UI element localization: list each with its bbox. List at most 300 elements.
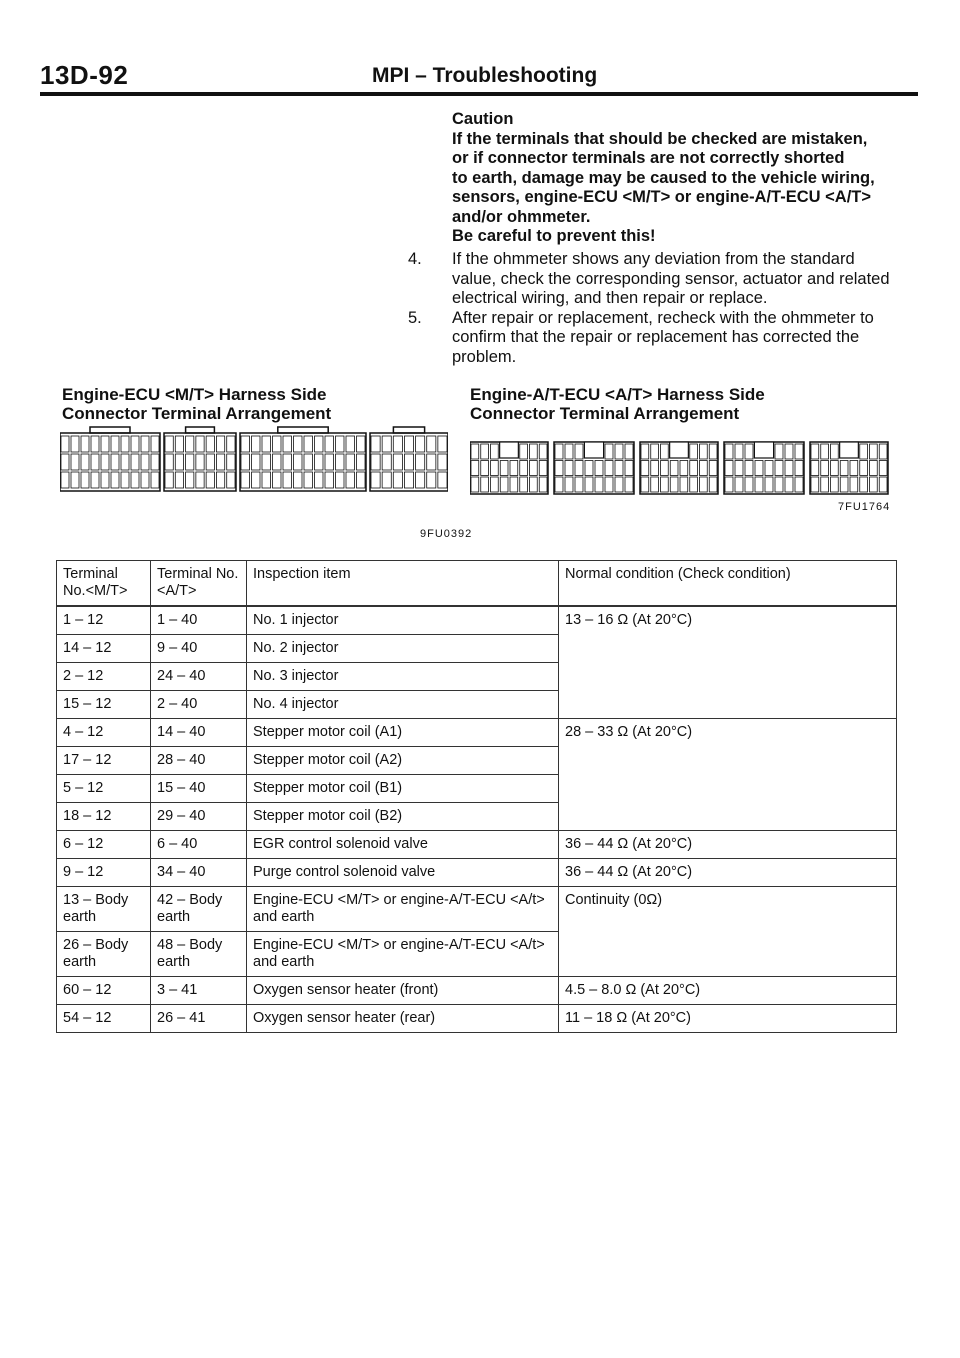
terminal-pin [404,436,413,452]
terminal-pin [500,477,508,492]
cell-inspection-item: Purge control solenoid valve [247,859,559,887]
terminal-pin [336,454,345,470]
terminal-pin [294,472,303,488]
terminal-pin [346,472,355,488]
terminal-pin [357,436,366,452]
terminal-pin [795,461,803,476]
terminal-pin [605,477,613,492]
terminal-pin [273,472,282,488]
terminal-pin [438,454,447,470]
terminal-pin [605,444,613,459]
terminal-pin [165,472,173,488]
terminal-pin [227,436,235,452]
header-inspection-item: Inspection item [247,561,559,607]
terminal-pin [625,444,633,459]
terminal-pin [735,477,743,492]
terminal-pin [121,436,129,452]
terminal-pin [481,461,489,476]
terminal-pin [615,461,623,476]
terminal-pin [860,444,868,459]
terminal-pin [262,436,271,452]
terminal-pin [670,461,678,476]
cell-terminal-at: 24 – 40 [151,663,247,691]
cell-terminal-mt: 6 – 12 [57,831,151,859]
terminal-pin [565,461,573,476]
terminal-pin [121,454,129,470]
at-connector-drawing [470,440,890,496]
cell-terminal-mt: 26 – Body earth [57,932,151,977]
terminal-pin [491,444,499,459]
terminal-pin [641,444,649,459]
terminal-pin [216,436,224,452]
cell-terminal-at: 9 – 40 [151,635,247,663]
table-header-row [57,561,897,607]
terminal-pin [795,477,803,492]
terminal-pin [81,454,89,470]
terminal-pin [595,461,603,476]
terminal-pin [765,461,773,476]
caution-box [452,110,902,247]
terminal-pin [765,477,773,492]
terminal-pin [555,444,563,459]
cell-terminal-mt: 60 – 12 [57,977,151,1005]
terminal-pin [625,461,633,476]
terminal-pin [346,454,355,470]
terminal-pin [661,477,669,492]
figure-code: 9FU0392 [420,528,473,540]
terminal-pin [151,436,159,452]
terminal-pin [61,472,69,488]
terminal-pin [165,436,173,452]
header-terminal-at: Terminal No. <A/T> [151,561,247,607]
terminal-pin [555,477,563,492]
terminal-pin [325,454,334,470]
terminal-pin [196,436,204,452]
terminal-pin [735,461,743,476]
cell-normal-condition: Continuity (0Ω) [559,887,897,977]
terminal-pin [262,454,271,470]
connector-key [670,442,689,458]
terminal-pin [371,472,380,488]
terminal-pin [585,461,593,476]
table-row [57,887,897,932]
cell-normal-condition: 28 – 33 Ω (At 20°C) [559,719,897,831]
terminal-pin [860,477,868,492]
terminal-pin [427,472,436,488]
terminal-pin [304,436,313,452]
terminal-pin [241,454,250,470]
terminal-pin [831,477,839,492]
caution-line: sensors, engine-ECU <M/T> or engine-A/T-ECU <A/T> [452,188,871,206]
terminal-pin [416,454,425,470]
terminal-pin [382,436,391,452]
terminal-pin [690,477,698,492]
terminal-pin [879,461,887,476]
terminal-pin [745,477,753,492]
cell-terminal-mt: 4 – 12 [57,719,151,747]
terminal-pin [241,472,250,488]
cell-inspection-item: No. 4 injector [247,691,559,719]
cell-terminal-mt: 1 – 12 [57,606,151,635]
terminal-pin [661,461,669,476]
terminal-pin [252,454,261,470]
cell-terminal-mt: 5 – 12 [57,775,151,803]
cell-terminal-mt: 18 – 12 [57,803,151,831]
terminal-pin [785,444,793,459]
terminal-pin [283,436,292,452]
cell-inspection-item: Stepper motor coil (B1) [247,775,559,803]
terminal-pin [186,454,194,470]
terminal-pin [175,454,183,470]
at-connector-title-line1: Engine-A/T-ECU <A/T> Harness Side [470,385,765,404]
terminal-pin [283,472,292,488]
cell-terminal-mt: 13 – Body earth [57,887,151,932]
terminal-pin [141,436,149,452]
cell-inspection-item: Oxygen sensor heater (front) [247,977,559,1005]
terminal-pin [71,436,79,452]
terminal-pin [371,436,380,452]
terminal-pin [860,461,868,476]
page-title: MPI – Troubleshooting [372,64,598,87]
terminal-pin [151,472,159,488]
caution-line: to earth, damage may be caused to the vehicle wiring, [452,168,875,187]
cell-normal-condition: 36 – 44 Ω (At 20°C) [559,831,897,859]
terminal-pin [850,477,858,492]
terminal-pin [700,461,708,476]
terminal-pin [690,461,698,476]
cell-inspection-item: No. 3 injector [247,663,559,691]
terminal-pin [111,454,119,470]
terminal-pin [131,436,139,452]
header-rule [40,92,918,96]
connector-key [840,442,859,458]
terminal-pin [651,477,659,492]
terminal-pin [510,477,518,492]
terminal-pin [416,472,425,488]
terminal-pin [690,444,698,459]
terminal-pin [615,444,623,459]
terminal-pin [404,472,413,488]
terminal-pin [785,461,793,476]
terminal-pin [382,472,391,488]
terminal-pin [438,436,447,452]
terminal-pin [393,472,402,488]
cell-terminal-mt: 2 – 12 [57,663,151,691]
terminal-pin [241,436,250,452]
step-number: 5. [408,308,422,327]
terminal-pin [101,472,109,488]
terminal-pin [196,472,204,488]
caution-line: or if connector terminals are not correctly shorted [452,149,845,167]
terminal-pin [196,454,204,470]
terminal-pin [315,454,324,470]
terminal-pin [745,461,753,476]
cell-inspection-item: EGR control solenoid valve [247,831,559,859]
terminal-pin [850,461,858,476]
terminal-pin [615,477,623,492]
terminal-pin [520,477,528,492]
header-terminal-mt: Terminal No.<M/T> [57,561,151,607]
terminal-pin [216,472,224,488]
terminal-pin [811,461,819,476]
connector-block [240,433,366,491]
terminal-pin [91,436,99,452]
cell-terminal-mt: 54 – 12 [57,1005,151,1033]
terminal-pin [427,436,436,452]
mt-connector-drawing [60,423,448,493]
terminal-pin [575,444,583,459]
terminal-pin [427,454,436,470]
terminal-pin [700,477,708,492]
connector-latch [393,427,424,433]
terminal-pin [131,472,139,488]
terminal-pin [262,472,271,488]
terminal-pin [325,472,334,488]
mt-connector-title [62,385,331,423]
cell-inspection-item: Engine-ECU <M/T> or engine-A/T-ECU <A/t> and earth [247,887,559,932]
terminal-pin [735,444,743,459]
terminal-pin [575,461,583,476]
terminal-pin [795,444,803,459]
step-text: After repair or replacement, recheck with the ohmmeter to confirm that the repair or replacement has corrected the problem. [452,308,874,366]
terminal-pin [785,477,793,492]
terminal-pin [811,444,819,459]
terminal-pin [71,472,79,488]
cell-terminal-at: 34 – 40 [151,859,247,887]
terminal-pin [141,454,149,470]
terminal-pin [91,454,99,470]
cell-terminal-at: 15 – 40 [151,775,247,803]
terminal-pin [530,461,538,476]
terminal-pin [651,444,659,459]
cell-terminal-at: 26 – 41 [151,1005,247,1033]
terminal-pin [879,477,887,492]
terminal-pin [670,477,678,492]
cell-inspection-item: Stepper motor coil (B2) [247,803,559,831]
terminal-pin [416,436,425,452]
figure-code: 7FU1764 [838,501,891,513]
mt-connector-title-line2: Connector Terminal Arrangement [62,404,332,423]
table-row [57,859,897,887]
terminal-pin [680,477,688,492]
terminal-pin [575,477,583,492]
cell-inspection-item: Stepper motor coil (A2) [247,747,559,775]
terminal-pin [101,436,109,452]
terminal-pin [745,444,753,459]
step-number: 4. [408,250,422,268]
cell-normal-condition: 13 – 16 Ω (At 20°C) [559,606,897,719]
terminal-pin [336,436,345,452]
terminal-pin [206,472,214,488]
terminal-pin [273,454,282,470]
terminal-pin [709,461,717,476]
terminal-pin [404,454,413,470]
terminal-pin [651,461,659,476]
terminal-pin [870,444,878,459]
cell-inspection-item: No. 1 injector [247,606,559,635]
cell-terminal-at: 42 – Body earth [151,887,247,932]
terminal-pin [71,454,79,470]
terminal-pin [227,472,235,488]
terminal-pin [539,444,547,459]
caution-line: and/or ohmmeter. [452,207,591,226]
terminal-pin [371,454,380,470]
connector-latch [90,427,130,433]
page-number: 13D-92 [40,60,129,90]
terminal-pin [294,454,303,470]
terminal-pin [530,444,538,459]
connector-key [500,442,519,458]
cell-terminal-at: 29 – 40 [151,803,247,831]
terminal-pin [625,477,633,492]
step-text: If the ohmmeter shows any deviation from the standard value, check the corresponding sensor, actuator and related electrical wiring, and then repair or replace. [452,250,890,307]
terminal-pin [304,472,313,488]
terminal-pin [481,477,489,492]
terminal-pin [520,444,528,459]
terminal-pin [165,454,173,470]
terminal-pin [595,477,603,492]
inspection-table [56,560,897,1033]
terminal-pin [565,444,573,459]
terminal-pin [520,461,528,476]
terminal-pin [530,477,538,492]
terminal-pin [325,436,334,452]
terminal-pin [61,436,69,452]
terminal-pin [821,477,829,492]
terminal-pin [216,454,224,470]
terminal-pin [111,436,119,452]
terminal-pin [755,461,763,476]
terminal-pin [315,436,324,452]
table-row [57,719,897,747]
terminal-pin [840,477,848,492]
terminal-pin [206,436,214,452]
terminal-pin [500,461,508,476]
caution-line: If the terminals that should be checked are mistaken, [452,129,868,148]
cell-terminal-at: 28 – 40 [151,747,247,775]
terminal-pin [821,461,829,476]
terminal-pin [585,477,593,492]
cell-terminal-at: 1 – 40 [151,606,247,635]
table-row [57,606,897,635]
terminal-pin [680,461,688,476]
terminal-pin [725,461,733,476]
cell-terminal-at: 3 – 41 [151,977,247,1005]
terminal-pin [539,461,547,476]
terminal-pin [491,477,499,492]
terminal-pin [831,461,839,476]
terminal-pin [382,454,391,470]
terminal-pin [775,444,783,459]
cell-terminal-mt: 14 – 12 [57,635,151,663]
terminal-pin [438,472,447,488]
table-row [57,977,897,1005]
connector-latch [186,427,215,433]
mt-connector-diagram [60,423,448,493]
cell-terminal-mt: 17 – 12 [57,747,151,775]
procedure-step [400,309,902,368]
terminal-pin [641,461,649,476]
terminal-pin [131,454,139,470]
connector-latch [278,427,328,433]
table-row [57,1005,897,1033]
terminal-pin [81,436,89,452]
terminal-pin [252,436,261,452]
connector-block [370,433,448,491]
terminal-pin [227,454,235,470]
terminal-pin [304,454,313,470]
terminal-pin [870,461,878,476]
terminal-pin [709,444,717,459]
terminal-pin [725,477,733,492]
terminal-pin [831,444,839,459]
terminal-pin [555,461,563,476]
terminal-pin [81,472,89,488]
terminal-pin [357,454,366,470]
terminal-pin [700,444,708,459]
terminal-pin [141,472,149,488]
terminal-pin [91,472,99,488]
terminal-pin [186,436,194,452]
terminal-pin [510,461,518,476]
cell-inspection-item: Stepper motor coil (A1) [247,719,559,747]
terminal-pin [775,477,783,492]
terminal-pin [840,461,848,476]
mt-connector-title-line1: Engine-ECU <M/T> Harness Side [62,385,327,404]
cell-terminal-at: 48 – Body earth [151,932,247,977]
connector-block [60,433,160,491]
terminal-pin [175,472,183,488]
header-normal-condition: Normal condition (Check condition) [559,561,897,607]
terminal-pin [393,454,402,470]
terminal-pin [870,477,878,492]
terminal-pin [755,477,763,492]
cell-terminal-at: 2 – 40 [151,691,247,719]
terminal-pin [175,436,183,452]
terminal-pin [775,461,783,476]
terminal-pin [186,472,194,488]
terminal-pin [283,454,292,470]
caution-line: Be careful to prevent this! [452,227,656,245]
terminal-pin [273,436,282,452]
terminal-pin [709,477,717,492]
terminal-pin [111,472,119,488]
terminal-pin [821,444,829,459]
terminal-pin [336,472,345,488]
terminal-pin [471,461,479,476]
terminal-pin [539,477,547,492]
at-connector-title-line2: Connector Terminal Arrangement [470,404,740,423]
cell-terminal-at: 6 – 40 [151,831,247,859]
table-row [57,831,897,859]
cell-terminal-at: 14 – 40 [151,719,247,747]
terminal-pin [121,472,129,488]
terminal-pin [879,444,887,459]
terminal-pin [294,436,303,452]
cell-inspection-item: Oxygen sensor heater (rear) [247,1005,559,1033]
terminal-pin [661,444,669,459]
terminal-pin [61,454,69,470]
terminal-pin [151,454,159,470]
terminal-pin [725,444,733,459]
terminal-pin [206,454,214,470]
terminal-pin [346,436,355,452]
cell-inspection-item: Engine-ECU <M/T> or engine-A/T-ECU <A/t> and earth [247,932,559,977]
cell-terminal-mt: 15 – 12 [57,691,151,719]
caution-heading: Caution [452,110,514,128]
cell-terminal-mt: 9 – 12 [57,859,151,887]
terminal-pin [471,444,479,459]
